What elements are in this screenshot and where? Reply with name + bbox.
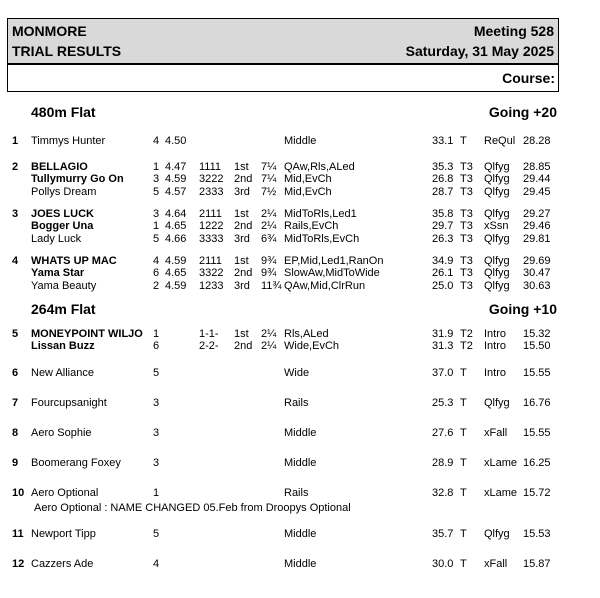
result-trap: 5 — [153, 367, 160, 379]
result-remark: xSsn — [484, 220, 509, 232]
result-weight: 33.1 — [432, 135, 454, 147]
result-weight: 26.1 — [432, 267, 454, 279]
result-trap: 5 — [153, 233, 160, 245]
result-time: 28.85 — [523, 161, 551, 173]
result-grade: T — [460, 135, 467, 147]
result-remark: Qlfyg — [484, 208, 510, 220]
result-time: 29.46 — [523, 220, 551, 232]
result-trap: 5 — [153, 186, 160, 198]
result-time: 16.76 — [523, 397, 551, 409]
result-dist: 7¼ — [261, 161, 277, 173]
result-dist: 7½ — [261, 186, 277, 198]
result-trap: 3 — [153, 427, 160, 439]
result-split: 4.59 — [165, 280, 187, 292]
result-remark: Intro — [484, 340, 507, 352]
result-name: Tullymurry Go On — [31, 173, 124, 185]
result-bends: 2333 — [199, 186, 224, 198]
results-header — [7, 18, 559, 64]
result-remark: Qlfyg — [484, 267, 510, 279]
result-trap: 3 — [153, 173, 160, 185]
result-remark: Intro — [484, 328, 507, 340]
result-remark: Intro — [484, 367, 507, 379]
result-time: 29.69 — [523, 255, 551, 267]
result-grade: T3 — [460, 186, 473, 198]
trial-number: 4 — [12, 255, 19, 267]
result-name: Lady Luck — [31, 233, 82, 245]
result-split: 4.57 — [165, 186, 187, 198]
trial-number: 5 — [12, 328, 19, 340]
section-distance: 264m Flat — [31, 301, 96, 317]
result-trap: 1 — [153, 328, 160, 340]
trial-number: 9 — [12, 457, 19, 469]
result-name: Lissan Buzz — [31, 340, 95, 352]
result-name: New Alliance — [31, 367, 94, 379]
result-remark: Qlfyg — [484, 528, 510, 540]
result-dist: 7¼ — [261, 173, 277, 185]
result-grade: T — [460, 558, 467, 570]
result-name: Cazzers Ade — [31, 558, 94, 570]
result-grade: T3 — [460, 208, 473, 220]
result-name: Aero Sophie — [31, 427, 92, 439]
result-comment: Rls,ALed — [284, 328, 329, 340]
result-time: 15.53 — [523, 528, 551, 540]
result-bends: 3333 — [199, 233, 224, 245]
course-box — [7, 64, 559, 92]
result-comment: MidToRls,Led1 — [284, 208, 357, 220]
result-comment: Middle — [284, 457, 317, 469]
result-trap: 3 — [153, 208, 160, 220]
result-weight: 30.0 — [432, 558, 454, 570]
result-remark: Qlfyg — [484, 255, 510, 267]
result-remark: Qlfyg — [484, 161, 510, 173]
result-trap: 1 — [153, 220, 160, 232]
result-grade: T — [460, 528, 467, 540]
course-label: Course: — [502, 70, 555, 86]
result-dist: 9¾ — [261, 255, 277, 267]
result-trap: 2 — [153, 280, 160, 292]
result-name: Yama Star — [31, 267, 85, 279]
result-comment: QAw,Mid,ClrRun — [284, 280, 366, 292]
result-dist: 2¼ — [261, 220, 277, 232]
result-comment: Middle — [284, 135, 317, 147]
result-time: 15.87 — [523, 558, 551, 570]
result-pos: 3rd — [234, 186, 250, 198]
result-time: 16.25 — [523, 457, 551, 469]
result-grade: T3 — [460, 233, 473, 245]
result-comment: Wide,EvCh — [284, 340, 340, 352]
result-bends: 3222 — [199, 173, 224, 185]
result-weight: 26.3 — [432, 233, 454, 245]
trial-number: 1 — [12, 135, 19, 147]
result-weight: 25.0 — [432, 280, 454, 292]
result-weight: 35.8 — [432, 208, 454, 220]
result-bends: 3322 — [199, 267, 224, 279]
result-weight: 26.8 — [432, 173, 454, 185]
result-grade: T2 — [460, 328, 473, 340]
result-name: Bogger Una — [31, 220, 94, 232]
result-pos: 2nd — [234, 173, 253, 185]
result-remark: Qlfyg — [484, 397, 510, 409]
result-pos: 1st — [234, 161, 249, 173]
result-pos: 2nd — [234, 267, 253, 279]
result-grade: T2 — [460, 340, 473, 352]
result-weight: 37.0 — [432, 367, 454, 379]
result-pos: 2nd — [234, 220, 253, 232]
result-weight: 32.8 — [432, 487, 454, 499]
result-grade: T3 — [460, 161, 473, 173]
result-bends: 2111 — [199, 208, 222, 220]
result-time: 30.63 — [523, 280, 551, 292]
result-time: 29.45 — [523, 186, 551, 198]
section-going: Going +10 — [488, 301, 557, 317]
result-comment: Mid,EvCh — [284, 186, 332, 198]
trial-number: 7 — [12, 397, 19, 409]
result-grade: T — [460, 487, 467, 499]
result-comment: Rails,EvCh — [284, 220, 339, 232]
result-name: Yama Beauty — [31, 280, 97, 292]
result-remark: Qlfyg — [484, 233, 510, 245]
result-split: 4.64 — [165, 208, 187, 220]
result-time: 15.72 — [523, 487, 551, 499]
result-grade: T — [460, 367, 467, 379]
result-time: 29.44 — [523, 173, 551, 185]
meeting-number: Meeting 528 — [473, 23, 554, 39]
result-split: 4.59 — [165, 173, 187, 185]
result-name: Pollys Dream — [31, 186, 97, 198]
result-comment: Rails — [284, 397, 309, 409]
result-name: Boomerang Foxey — [31, 457, 121, 469]
section-going: Going +20 — [488, 104, 557, 120]
trial-number: 12 — [12, 558, 25, 570]
result-trap: 6 — [153, 267, 160, 279]
result-split: 4.50 — [165, 135, 187, 147]
result-remark: xLame — [484, 457, 518, 469]
result-bends: 1-1- — [199, 328, 219, 340]
trial-number: 8 — [12, 427, 19, 439]
result-grade: T — [460, 457, 467, 469]
result-trap: 3 — [153, 397, 160, 409]
result-bends: 1111 — [199, 161, 222, 173]
result-comment: Middle — [284, 427, 317, 439]
result-dist: 9¾ — [261, 267, 277, 279]
result-pos: 3rd — [234, 233, 250, 245]
result-name: MONEYPOINT WILJO — [31, 328, 143, 340]
result-name: JOES LUCK — [31, 208, 94, 220]
result-comment: QAw,Rls,ALed — [284, 161, 355, 173]
result-dist: 2¼ — [261, 340, 277, 352]
result-pos: 1st — [234, 328, 249, 340]
result-pos: 3rd — [234, 280, 250, 292]
track-name: MONMORE — [12, 23, 87, 39]
result-comment: SlowAw,MidToWide — [284, 267, 380, 279]
result-time: 29.27 — [523, 208, 551, 220]
trial-number: 10 — [12, 487, 25, 499]
result-trap: 6 — [153, 340, 160, 352]
result-time: 28.28 — [523, 135, 551, 147]
result-time: 15.32 — [523, 328, 551, 340]
page-title: TRIAL RESULTS — [12, 43, 122, 59]
result-grade: T — [460, 397, 467, 409]
section-distance: 480m Flat — [31, 104, 96, 120]
result-comment: Middle — [284, 528, 317, 540]
result-weight: 35.3 — [432, 161, 454, 173]
result-bends: 2111 — [199, 255, 222, 267]
result-weight: 25.3 — [432, 397, 454, 409]
meeting-date: Saturday, 31 May 2025 — [405, 43, 554, 59]
result-weight: 31.3 — [432, 340, 454, 352]
result-trap: 1 — [153, 487, 160, 499]
result-grade: T3 — [460, 280, 473, 292]
result-grade: T3 — [460, 255, 473, 267]
result-weight: 31.9 — [432, 328, 454, 340]
result-bends: 1233 — [199, 280, 224, 292]
result-remark: ReQul — [484, 135, 516, 147]
result-bends: 2-2- — [199, 340, 219, 352]
result-remark: xFall — [484, 558, 508, 570]
result-time: 15.55 — [523, 427, 551, 439]
result-time: 30.47 — [523, 267, 551, 279]
result-dist: 2¼ — [261, 328, 277, 340]
result-remark: Qlfyg — [484, 186, 510, 198]
result-remark: xLame — [484, 487, 518, 499]
result-weight: 27.6 — [432, 427, 454, 439]
result-grade: T3 — [460, 173, 473, 185]
result-comment: Mid,EvCh — [284, 173, 332, 185]
result-trap: 3 — [153, 457, 160, 469]
trial-number: 3 — [12, 208, 19, 220]
result-weight: 35.7 — [432, 528, 454, 540]
trial-number: 6 — [12, 367, 19, 379]
result-weight: 28.9 — [432, 457, 454, 469]
result-trap: 4 — [153, 558, 160, 570]
result-name: Newport Tipp — [31, 528, 96, 540]
result-name: BELLAGIO — [31, 161, 88, 173]
result-dist: 11¾ — [261, 280, 282, 292]
result-comment: MidToRls,EvCh — [284, 233, 360, 245]
result-name: Fourcupsanight — [31, 397, 107, 409]
result-pos: 1st — [234, 255, 249, 267]
result-weight: 34.9 — [432, 255, 454, 267]
result-weight: 29.7 — [432, 220, 454, 232]
result-name: WHATS UP MAC — [31, 255, 117, 267]
result-trap: 4 — [153, 135, 160, 147]
result-dist: 2¼ — [261, 208, 277, 220]
result-trap: 5 — [153, 528, 160, 540]
result-name: Timmys Hunter — [31, 135, 106, 147]
result-dist: 6¾ — [261, 233, 277, 245]
result-weight: 28.7 — [432, 186, 454, 198]
result-grade: T — [460, 427, 467, 439]
result-trap: 4 — [153, 255, 160, 267]
result-remark: Qlfyg — [484, 280, 510, 292]
result-time: 15.55 — [523, 367, 551, 379]
result-grade: T3 — [460, 220, 473, 232]
result-grade: T3 — [460, 267, 473, 279]
result-remark: Qlfyg — [484, 173, 510, 185]
result-split: 4.65 — [165, 267, 187, 279]
result-split: 4.65 — [165, 220, 187, 232]
result-split: 4.59 — [165, 255, 187, 267]
result-comment: Wide — [284, 367, 310, 379]
result-pos: 1st — [234, 208, 249, 220]
result-time: 29.81 — [523, 233, 551, 245]
result-split: 4.66 — [165, 233, 187, 245]
result-comment: Rails — [284, 487, 309, 499]
result-comment: EP,Mid,Led1,RanOn — [284, 255, 384, 267]
result-bends: 1222 — [199, 220, 224, 232]
result-pos: 2nd — [234, 340, 253, 352]
result-remark: xFall — [484, 427, 508, 439]
trial-number: 2 — [12, 161, 19, 173]
result-name: Aero Optional — [31, 487, 99, 499]
trial-note: Aero Optional : NAME CHANGED 05.Feb from Droopys Optional — [34, 502, 351, 514]
result-trap: 1 — [153, 161, 160, 173]
result-comment: Middle — [284, 558, 317, 570]
result-split: 4.47 — [165, 161, 187, 173]
result-time: 15.50 — [523, 340, 551, 352]
trial-number: 11 — [12, 528, 24, 540]
